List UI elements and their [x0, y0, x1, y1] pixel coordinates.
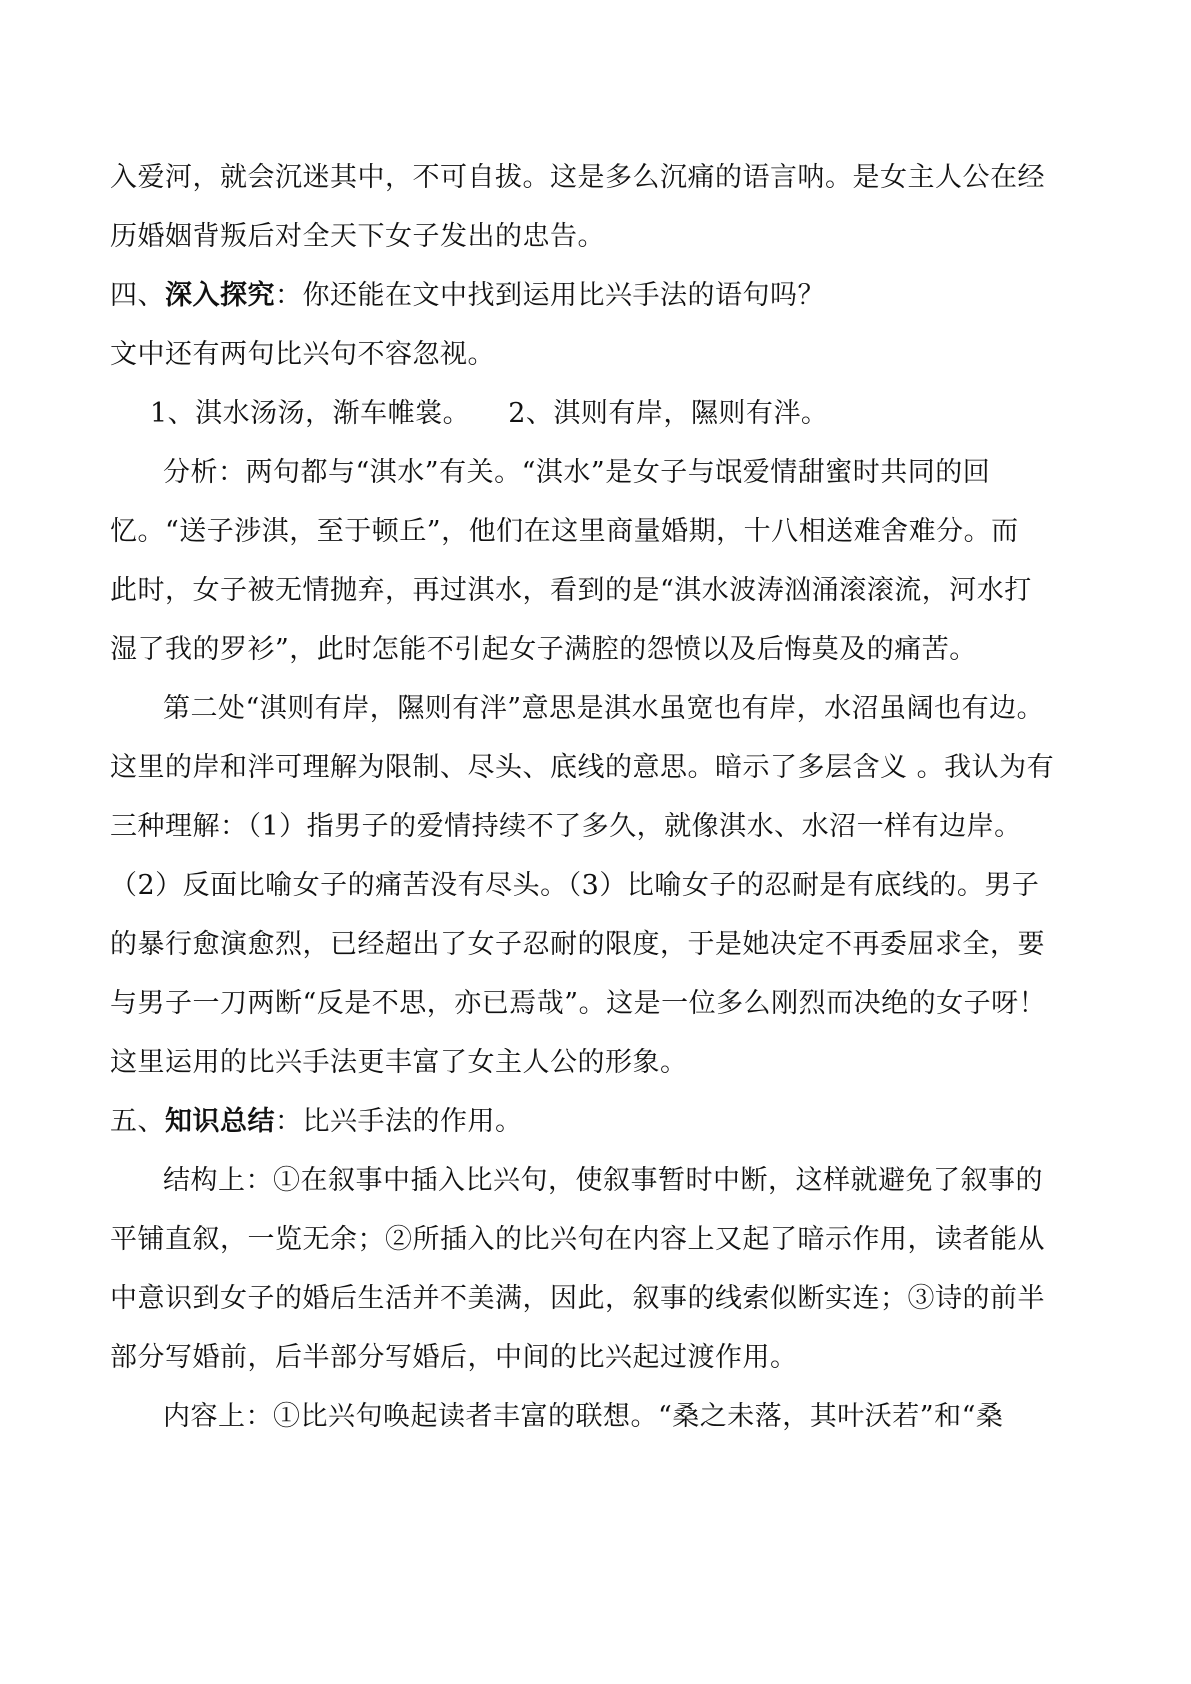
quote-item-1: 1、淇水汤汤，渐车帷裳。 — [150, 398, 471, 429]
paragraph-line: 内容上：①比兴句唤起读者丰富的联想。“桑之未落，其叶沃若”和“桑 — [163, 1401, 1004, 1432]
paragraph-line: 中意识到女子的婚后生活并不美满，因此，叙事的线索似断实连；③诗的前半 — [110, 1283, 1045, 1314]
section-question: ：你还能在文中找到运用比兴手法的语句吗？ — [275, 280, 825, 311]
paragraph-line: 部分写婚前，后半部分写婚后，中间的比兴起过渡作用。 — [110, 1342, 798, 1373]
paragraph-line: 第二处“淇则有岸，隰则有泮”意思是淇水虽宽也有岸，水沼虽阔也有边。 — [163, 693, 1045, 724]
paragraph-line: 入爱河，就会沉迷其中，不可自拔。这是多么沉痛的语言呐。是女主人公在经 — [110, 162, 1045, 193]
paragraph-line: 这里的岸和泮可理解为限制、尽头、底线的意思。暗示了多层含义 。我认为有 — [110, 752, 1055, 783]
section-number: 四、 — [110, 280, 165, 311]
section-number: 五、 — [110, 1106, 165, 1137]
paragraph-line: 三种理解：（1）指男子的爱情持续不了多久，就像淇水、水沼一样有边岸。 — [110, 811, 1022, 842]
paragraph-line: 分析：两句都与“淇水”有关。“淇水”是女子与氓爱情甜蜜时共同的回 — [163, 457, 991, 488]
section-subtitle: ：比兴手法的作用。 — [275, 1106, 523, 1137]
paragraph-line: 与男子一刀两断“反是不思，亦已焉哉”。这是一位多么刚烈而决绝的女子呀！ — [110, 988, 1047, 1019]
section-heading-5 — [110, 1104, 1085, 1140]
quote-item-2: 2、淇则有岸，隰则有泮。 — [508, 398, 829, 429]
section-title: 深入探究 — [165, 280, 275, 311]
paragraph-line: 忆。“送子涉淇，至于顿丘”，他们在这里商量婚期，十八相送难舍难分。而 — [110, 516, 1019, 547]
paragraph-line: 平铺直叙，一览无余；②所插入的比兴句在内容上又起了暗示作用，读者能从 — [110, 1224, 1045, 1255]
paragraph-line: 文中还有两句比兴句不容忽视。 — [110, 339, 495, 370]
paragraph-line: （2）反面比喻女子的痛苦没有尽头。（3）比喻女子的忍耐是有底线的。男子 — [110, 870, 1040, 901]
paragraph-line: 结构上：①在叙事中插入比兴句，使叙事暂时中断，这样就避免了叙事的 — [163, 1165, 1043, 1196]
paragraph-line: 历婚姻背叛后对全天下女子发出的忠告。 — [110, 221, 605, 252]
paragraph-line: 湿了我的罗衫”，此时怎能不引起女子满腔的怨愤以及后悔莫及的痛苦。 — [110, 634, 977, 665]
paragraph-line: 的暴行愈演愈烈，已经超出了女子忍耐的限度，于是她决定不再委屈求全，要 — [110, 929, 1045, 960]
paragraph-line: 这里运用的比兴手法更丰富了女主人公的形象。 — [110, 1047, 688, 1078]
section-heading-4 — [110, 278, 1085, 314]
section-title: 知识总结 — [165, 1106, 275, 1137]
quoted-sentences — [150, 396, 1125, 432]
paragraph-line: 此时，女子被无情抛弃，再过淇水，看到的是“淇水波涛汹涌滚滚流，河水打 — [110, 575, 1032, 606]
